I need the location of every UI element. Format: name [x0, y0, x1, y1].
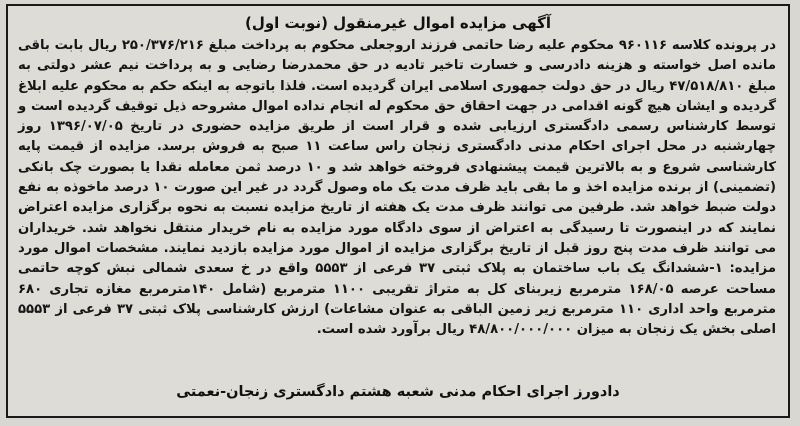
legal-notice-box [6, 4, 790, 418]
notice-signature: دادورز اجرای احکام مدنی شعبه هشتم دادگستری زنجان-نعمتی [176, 384, 620, 400]
notice-title: آگهی مزایده اموال غیرمنقول (نوبت اول) [244, 14, 552, 32]
notice-body: در پرونده کلاسه ۹۶۰۱۱۶ محکوم علیه رضا حاتمی فرزند اروجعلی محکوم به پرداخت مبلغ ۲۵۰/۳۷۶/۲۱۶ ریال بابت باقی مانده اصل خواسته و هزینه دادرسی و خسارت تاخیر تادیه در حق محمدرضا رضایی و به پرداخت نیم عشر دولتی به مبلغ ۴۷/۵۱۸/۸۱۰ ریال در حق دولت جمهوری اسلامی ایران گردیده است. فلذا باتوجه به اینکه حکم به محکوم علیه ابلاغ گردیده و ایشان هیچ گونه اقدامی در جهت احقاق حق محکوم له انجام نداده اموال مشروحه ذیل توقیف گردیده است و توسط کارشناس رسمی دادگستری ارزیابی شده و قرار است از طریق مزایده حضوری در تاریخ ۱۳۹۶/۰۷/۰۵ روز چهارشنبه در محل اجرای احکام مدنی دادگستری زنجان راس ساعت ۱۱ صبح به فروش برسد. مزایده از قیمت پایه کارشناسی شروع و به بالاترین قیمت پیشنهادی فروخته خواهد شد و ۱۰ درصد ثمن معامله نقدا یا بصورت چک بانکی (تضمینی) از برنده مزایده اخذ و ما بقی باید ظرف مدت یک ماه وصول گردد در غیر این صورت ۱۰ درصد ماخوذه به نفع دولت ضبط خواهد شد. طرفین می توانند ظرف مدت یک هفته از تاریخ مزایده نسبت به نحوه برگزاری مزایده اعتراض نمایند که در اینصورت تا رسیدگی به اعتراض از سوی دادگاه مورد مزایده به نام خریدار منتقل نخواهد شد. خریداران می توانند ظرف مدت پنج روز قبل از تاریخ برگزاری مزایده از اموال مورد مزایده بازدید نمایند. مشخصات اموال مورد مزایده: ۱-ششدانگ یک باب ساختمان به پلاک ثبتی ۳۷ فرعی از ۵۵۵۳ واقع در خ سعدی شمالی نبش کوچه حاتمی مساحت عرصه ۱۶۸/۰۵ مترمربع زیربنای کل به متراژ تقریبی ۱۱۰۰ مترمربع (شامل ۱۴۰مترمربع مغازه تجاری ۶۸۰ مترمربع واحد اداری ۱۱۰ مترمربع زیر زمین الباقی به عنوان مشاعات) ارزش کارشناسی پلاک ثبتی ۳۷ فرعی از ۵۵۵۳ اصلی بخش یک زنجان به میزان ۴۸/۸۰۰/۰۰۰/۰۰۰ ریال برآورد شده است. [18, 38, 777, 338]
